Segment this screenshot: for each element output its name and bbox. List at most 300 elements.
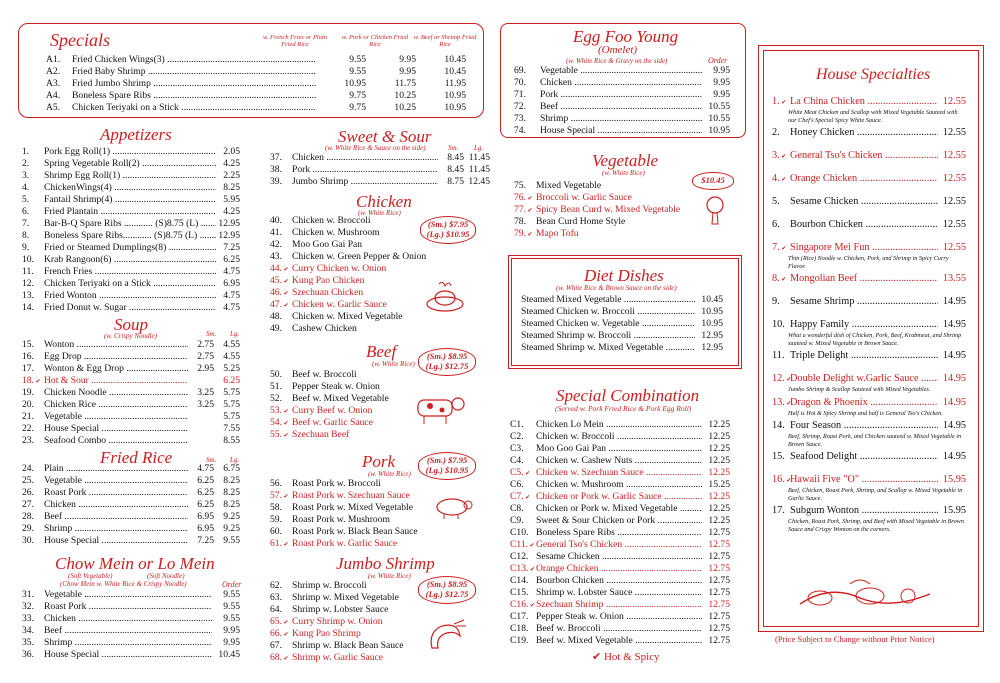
item-name: Honey Chicken ..... — [790, 127, 938, 139]
soup-lg-header: Lg. — [230, 330, 240, 338]
item-price: 8.75 — [447, 176, 464, 187]
item-name: Mongolian Beef ..... — [790, 273, 938, 285]
item-price: 2.05 — [223, 146, 240, 157]
fried-rice-lg-header: Lg. — [230, 456, 240, 464]
item-number: 17. — [772, 505, 785, 516]
item-number: 1. — [22, 146, 30, 157]
list-item — [510, 467, 730, 479]
jumbo-shrimp-subtitle: (w. White Rice) — [368, 572, 411, 580]
item-name: Moo Goo Gai Pan ..... — [536, 443, 702, 455]
item-name: Chicken w. Szechuan Sauce ..... — [536, 467, 702, 479]
beef-subtitle: (w. White Rice) — [372, 360, 415, 368]
soup-sm-header: Sm. — [206, 330, 217, 338]
item-number: 33. — [22, 613, 34, 624]
item-name: Vegetable ..... — [44, 589, 212, 601]
item-price: 4.25 — [223, 206, 240, 217]
item-number: 61. ✔ — [270, 538, 292, 551]
list-item — [510, 635, 730, 647]
item-name: French Fries ..... — [44, 266, 216, 278]
item-number: 72. — [514, 101, 526, 112]
item-name: Cashew Chicken — [292, 323, 357, 334]
item-name: House Special ..... — [44, 423, 188, 435]
item-name: Chicken w. Garlic Sauce — [292, 299, 387, 310]
list-item — [772, 173, 966, 186]
item-price: 12.95 — [701, 330, 723, 341]
item-name: Mixed Vegetable — [536, 180, 602, 191]
item-price: 8.25 — [223, 475, 240, 486]
house-specialty-item — [772, 505, 966, 533]
item-price: 5.25 — [223, 363, 240, 374]
item-price: 12.25 — [708, 431, 730, 442]
item-number: 23. — [22, 435, 34, 446]
list-item — [270, 215, 490, 227]
list-item — [270, 526, 490, 538]
chicken-dish-icon — [425, 278, 465, 314]
chow-mein-title: Chow Mein or Lo Mein — [55, 554, 215, 573]
item-number: 53. ✔ — [270, 405, 292, 418]
item-name: Steamed Chicken w. Vegetable ..... — [521, 318, 695, 330]
item-price: 11.75 — [394, 78, 416, 89]
item-number: 79. ✔ — [514, 228, 536, 241]
hot-spicy-legend — [592, 650, 660, 663]
sweet-sour-lg-header: Lg. — [474, 144, 484, 152]
item-name: Shrimp w. Black Bean Sauce — [292, 640, 404, 651]
house-specialty-item — [772, 150, 966, 163]
item-name: Roast Pork w. Mushroom — [292, 514, 390, 525]
item-number: C7. ✔ — [510, 491, 536, 504]
item-price: 14.95 — [942, 420, 966, 431]
list-item — [510, 599, 730, 611]
item-name: Shrimp w. Lobster Sauce — [292, 604, 389, 615]
item-name: Sesame Chicken ..... — [536, 551, 702, 563]
item-number: 10. — [772, 319, 785, 330]
item-name: Szechuan Beef — [292, 429, 350, 440]
item-price: 12.55 — [942, 219, 966, 230]
item-number: 4. — [22, 182, 30, 193]
item-price: 6.25 — [197, 475, 214, 486]
list-item — [521, 330, 723, 342]
item-name: Fried Donut w. Sugar ..... — [44, 302, 216, 314]
list-item — [22, 637, 240, 649]
pork-subtitle: (w. White Rice) — [368, 470, 411, 478]
item-number: 37. — [270, 152, 282, 163]
item-name: Boneless Spare Ribs ..... — [536, 527, 702, 539]
list-item — [510, 455, 730, 467]
list-item — [270, 478, 490, 490]
item-name: Chicken Teriyaki on a Stick ..... — [44, 278, 216, 290]
list-item — [22, 242, 240, 254]
item-description: Beef, Shrimp, Roast Pork, and Chicken sauteed w. Mixed Vegetable in Brown Sauce. — [788, 433, 962, 448]
list-item — [22, 399, 240, 411]
list-item — [772, 273, 966, 286]
item-number: 7. ✔ — [772, 242, 790, 255]
item-name: Pepper Steak w. Onion — [292, 381, 380, 392]
appetizers-list — [22, 146, 240, 314]
list-item — [22, 487, 240, 499]
item-number: 77. ✔ — [514, 204, 536, 217]
list-item — [270, 251, 490, 263]
item-name: Bourbon Chicken ..... — [790, 219, 938, 231]
list-item — [772, 96, 966, 109]
item-name: Chicken or Pork w. Garlic Sauce ..... — [536, 491, 702, 503]
chicken-badge-sm: (Sm.) $7.95 — [427, 219, 469, 229]
item-price: 8.45 — [447, 152, 464, 163]
fried-rice-title: Fried Rice — [100, 448, 173, 467]
list-item — [772, 196, 966, 209]
list-item — [46, 54, 466, 66]
item-price: 5.75 — [223, 411, 240, 422]
item-price: 14.95 — [942, 451, 966, 462]
item-price: 10.25 — [394, 102, 416, 113]
item-number: C9. — [510, 515, 524, 526]
item-number: 1. ✔ — [772, 96, 790, 109]
item-price: 12.55 — [942, 96, 966, 107]
item-price: 9.95 — [713, 89, 730, 100]
house-specialty-item — [772, 350, 966, 363]
item-name: Beef w. Mixed Vegetable — [292, 393, 389, 404]
item-price: 11.45 — [468, 152, 490, 163]
jumbo-shrimp-title: Jumbo Shrimp — [336, 554, 435, 573]
item-price: 14.95 — [942, 350, 966, 361]
item-number: 7. — [22, 218, 30, 229]
item-number: C10. — [510, 527, 529, 538]
item-price: 7.25 — [197, 535, 214, 546]
item-name: Chicken ..... — [292, 152, 438, 164]
house-specialties-title: House Specialties — [816, 66, 931, 83]
list-item — [22, 649, 240, 661]
list-item — [270, 580, 490, 592]
vegetable-title: Vegetable — [592, 151, 659, 170]
item-name: Chicken w. Mixed Vegetable — [292, 311, 403, 322]
item-number: C17. — [510, 611, 529, 622]
item-price: 5.75 — [223, 387, 240, 398]
item-number: C18. — [510, 623, 529, 634]
item-name: Chicken Teriyaki on a Stick ..... — [72, 102, 316, 114]
list-item — [46, 102, 466, 114]
item-name: Fried or Steamed Dumplings(8) ..... — [44, 242, 216, 254]
list-item — [270, 538, 490, 550]
item-name: Curry Chicken w. Onion — [292, 263, 387, 274]
item-name: Boneless Spare Ribs............ (S)8.75 (L) ..... — [44, 230, 216, 242]
item-name: General Tso's Chicken ..... — [536, 539, 702, 551]
item-number: 52. — [270, 393, 282, 404]
item-number: C1. — [510, 419, 524, 430]
item-number: C4. — [510, 455, 524, 466]
list-item — [22, 158, 240, 170]
house-specialty-item — [772, 373, 966, 394]
list-item — [22, 499, 240, 511]
egg-foo-young-subtitle: (w. White Rice & Gravy on the side) — [566, 57, 668, 65]
item-name: Shrimp Egg Roll(1) ..... — [44, 170, 216, 182]
shrimp-badge-sm: (Sm.) $8.95 — [426, 579, 468, 589]
list-item — [772, 242, 966, 255]
pork-badge-lg: (Lg.) $10.95 — [425, 465, 469, 475]
item-price: 12.25 — [708, 467, 730, 478]
item-name: Hawaii Five "O" ..... — [790, 474, 938, 486]
item-number: 12. — [22, 278, 34, 289]
item-name: General Tso's Chicken ..... — [790, 150, 938, 162]
item-number: 6. — [22, 206, 30, 217]
item-number: 16. — [22, 351, 34, 362]
item-price: 12.25 — [708, 443, 730, 454]
item-name: Pork Egg Roll(1) ..... — [44, 146, 216, 158]
item-price: 4.55 — [223, 339, 240, 350]
item-number: 43. — [270, 251, 282, 262]
list-item — [514, 125, 730, 137]
diet-dishes-list — [521, 294, 723, 354]
item-price: 9.55 — [349, 54, 366, 65]
item-number: 5. — [22, 194, 30, 205]
item-price: 12.55 — [942, 173, 966, 184]
item-name: Happy Family ..... — [790, 319, 938, 331]
chicken-badge-lg: (Lg.) $10.95 — [426, 229, 470, 239]
item-number: 26. — [22, 487, 34, 498]
item-price: 10.45 — [444, 66, 466, 77]
chicken-title: Chicken — [356, 192, 412, 211]
item-name: Vegetable ..... — [44, 475, 188, 487]
item-name: ChickenWings(4) ..... — [44, 182, 216, 194]
shrimp-icon — [424, 618, 466, 654]
list-item — [270, 227, 490, 239]
list-item — [772, 505, 966, 518]
item-name: Spring Vegetable Roll(2) ..... — [44, 158, 216, 170]
item-number: 22. — [22, 423, 34, 434]
list-item — [22, 589, 240, 601]
soup-list — [22, 339, 240, 447]
item-name: Sesame Shrimp ..... — [790, 296, 938, 308]
fried-rice-sm-header: Sm. — [206, 456, 217, 464]
item-name: Fried Jumbo Shrimp ..... — [72, 78, 316, 90]
pork-price-badge — [418, 452, 476, 480]
item-name: Pork ..... — [540, 89, 702, 101]
item-number: 5. — [772, 196, 780, 207]
item-price: 9.55 — [223, 613, 240, 624]
item-number: 11. — [22, 266, 34, 277]
item-name: Fried Chicken Wings(3) ..... — [72, 54, 316, 66]
item-name: Chicken Rice ..... — [44, 399, 188, 411]
item-price: 12.75 — [708, 635, 730, 646]
item-number: A2. — [46, 66, 61, 77]
item-description: White Meat Chicken and Scallop with Mixed Vegetable Sauteed with our Chef's Special Spicy White Sauce. — [788, 109, 958, 124]
house-specialty-item — [772, 219, 966, 232]
item-name: Szechuan Shrimp ..... — [536, 599, 702, 611]
item-number: 40. — [270, 215, 282, 226]
item-name: Roast Pork ..... — [44, 487, 188, 499]
item-number: C13. ✔ — [510, 563, 536, 576]
combo-subtitle: (Served w. Pork Fried Rice & Pork Egg Roll) — [555, 404, 692, 413]
list-item — [270, 152, 490, 164]
soup-title: Soup — [114, 315, 148, 334]
item-price: 2.75 — [197, 339, 214, 350]
item-name: Szechuan Chicken — [292, 287, 364, 298]
item-price: 12.95 — [218, 230, 240, 241]
item-name: Krab Rangoon(6) ..... — [44, 254, 216, 266]
list-item — [22, 290, 240, 302]
item-name: Orange Chicken ..... — [790, 173, 938, 185]
item-name: Chicken w. Cashew Nuts ..... — [536, 455, 702, 467]
item-name: Egg Drop ..... — [44, 351, 188, 363]
item-name: Wonton ..... — [44, 339, 188, 351]
item-name: Plain ..... — [44, 463, 188, 475]
item-price: 9.95 — [713, 77, 730, 88]
list-item — [22, 463, 240, 475]
item-description: Thin (Rice) Noodle w. Chicken, Pork, and Shrimp in Spicy Curry Flavor. — [788, 255, 949, 270]
list-item — [510, 623, 730, 635]
item-number: 13. ✔ — [772, 397, 790, 410]
item-number: 16. ✔ — [772, 474, 790, 487]
house-specialty-item — [772, 96, 966, 124]
item-price: 12.75 — [708, 587, 730, 598]
item-number: 69. — [514, 65, 526, 76]
egg-foo-young-order-header: Order — [708, 56, 728, 65]
item-name: Curry Shrimp w. Onion — [292, 616, 383, 627]
diet-dishes-title: Diet Dishes — [584, 266, 664, 285]
item-name: Chicken Noodle ..... — [44, 387, 188, 399]
chicken-subtitle: (w. White Rice) — [358, 209, 401, 217]
list-item — [510, 539, 730, 551]
item-number: 24. — [22, 463, 34, 474]
sweet-sour-title: Sweet & Sour — [338, 127, 432, 146]
item-name: Pepper Steak w. Onion ..... — [536, 611, 702, 623]
item-description: Half is Hot & Spicy Shrimp and half is General Tso's Chicken. — [788, 409, 943, 417]
list-item — [772, 474, 966, 487]
list-item — [772, 451, 966, 464]
item-number: 31. — [22, 589, 34, 600]
item-price: 9.95 — [223, 625, 240, 636]
item-price: 9.55 — [349, 66, 366, 77]
list-item — [22, 230, 240, 242]
pig-icon — [432, 494, 476, 520]
list-item — [270, 604, 490, 616]
list-item — [270, 263, 490, 275]
item-price: 5.75 — [223, 399, 240, 410]
list-item — [270, 369, 490, 381]
item-price: 9.95 — [713, 65, 730, 76]
item-price: 9.55 — [223, 589, 240, 600]
list-item — [22, 278, 240, 290]
house-specialty-item — [772, 296, 966, 309]
item-price: 12.55 — [942, 127, 966, 138]
house-specialty-item — [772, 173, 966, 186]
item-number: C11. ✔ — [510, 539, 536, 552]
item-number: 32. — [22, 601, 34, 612]
item-number: 59. — [270, 514, 282, 525]
item-number: C3. — [510, 443, 524, 454]
item-number: C6. — [510, 479, 524, 490]
list-item — [772, 397, 966, 410]
chicken-list — [270, 215, 490, 335]
item-number: 8. — [22, 230, 30, 241]
item-name: Seafood Delight ..... — [790, 451, 938, 463]
item-number: 14. — [772, 420, 785, 431]
list-item — [510, 491, 730, 503]
list-item — [514, 113, 730, 125]
item-price: 3.25 — [197, 387, 214, 398]
item-name: Triple Delight ..... — [790, 350, 938, 362]
item-price: 10.55 — [708, 101, 730, 112]
item-price: 6.25 — [197, 487, 214, 498]
item-name: Bourbon Chicken ..... — [536, 575, 702, 587]
item-number: 54. ✔ — [270, 417, 292, 430]
item-number: 21. — [22, 411, 34, 422]
item-number: C16. ✔ — [510, 599, 536, 612]
house-specialty-item — [772, 474, 966, 502]
list-item — [772, 350, 966, 363]
item-number: 67. — [270, 640, 282, 651]
item-number: 10. — [22, 254, 34, 265]
chow-mein-subtitle-3: (Chow Mein w. White Rice & Crispy Noodle) — [60, 580, 187, 588]
item-description: Beef, Chicken, Roast Pork, Shrimp, and Scallop w. Mixed Vegetable in Garlic Sauce. — [788, 487, 963, 502]
broccoli-icon — [702, 196, 728, 226]
item-name: Shrimp ..... — [44, 637, 212, 649]
item-price: 12.95 — [701, 342, 723, 353]
diet-dishes-subtitle: (w. White Rice & Brown Sauce on the side) — [556, 284, 677, 292]
item-price: 4.75 — [223, 266, 240, 277]
item-price: 12.45 — [468, 176, 490, 187]
egg-foo-young-list — [514, 65, 730, 137]
list-item — [514, 65, 730, 77]
hot-spicy-label: Hot & Spicy — [603, 651, 660, 663]
seafood-decoration-icon — [790, 574, 940, 614]
item-name: House Special ..... — [44, 535, 188, 547]
item-name: La China Chicken ..... — [790, 96, 938, 108]
list-item — [510, 479, 730, 491]
item-name: Chicken w. Mushroom — [292, 227, 380, 238]
item-price: 12.75 — [708, 563, 730, 574]
item-price: 2.95 — [197, 363, 214, 374]
sweet-sour-list — [270, 152, 490, 188]
item-name: Shrimp ..... — [540, 113, 702, 125]
item-name: Curry Beef w. Onion — [292, 405, 373, 416]
specials-col-header-1: w. French Fries or Plain Fried Rice — [262, 34, 328, 48]
list-item — [22, 535, 240, 547]
item-price: 4.55 — [223, 351, 240, 362]
item-number: 27. — [22, 499, 34, 510]
item-number: 68. ✔ — [270, 652, 292, 665]
item-price: 9.75 — [349, 102, 366, 113]
item-name: Bean Curd Home Style — [536, 216, 626, 227]
item-number: 45. ✔ — [270, 275, 292, 288]
house-specialty-item — [772, 196, 966, 209]
appetizers-title: Appetizers — [100, 125, 172, 144]
item-name: Fried Plantain ..... — [44, 206, 216, 218]
item-price: 10.95 — [701, 318, 723, 329]
item-price: 10.45 — [444, 54, 466, 65]
item-number: 20. — [22, 399, 34, 410]
item-price: 6.25 — [223, 375, 240, 386]
item-name: Four Season ..... — [790, 420, 938, 432]
item-name: Steamed Shrimp w. Broccoli ..... — [521, 330, 695, 342]
item-price: 11.95 — [444, 78, 466, 89]
house-specialties-list — [772, 96, 966, 536]
item-name: Beef ..... — [44, 511, 188, 523]
item-name: Steamed Mixed Vegetable ..... — [521, 294, 695, 306]
item-number: 29. — [22, 523, 34, 534]
item-number: 55. ✔ — [270, 429, 292, 442]
item-number: 51. — [270, 381, 282, 392]
item-number: 13. — [22, 290, 34, 301]
item-number: 30. — [22, 535, 34, 546]
item-price: 4.75 — [197, 463, 214, 474]
house-specialty-item — [772, 420, 966, 448]
item-name: Steamed Shrimp w. Mixed Vegetable ..... — [521, 342, 695, 354]
item-price: 8.55 — [223, 435, 240, 446]
item-price: 12.25 — [708, 455, 730, 466]
list-item — [510, 563, 730, 575]
list-item — [772, 296, 966, 309]
item-name: Chicken ..... — [540, 77, 702, 89]
list-item — [22, 613, 240, 625]
